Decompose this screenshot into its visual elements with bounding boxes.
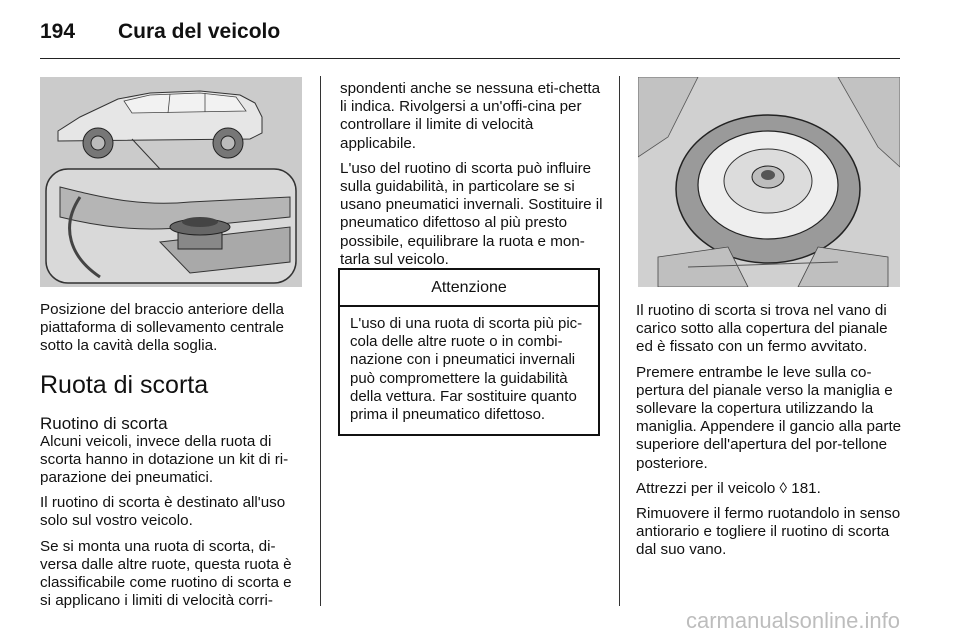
column-middle xyxy=(340,80,606,276)
header-divider xyxy=(40,58,900,59)
paragraph: Il ruotino di scorta è destinato all'uso solo sul vostro veicolo. xyxy=(40,494,286,530)
column-divider-left xyxy=(320,76,321,606)
paragraph: L'uso del ruotino di scorta può influire sulla guidabilità, in particolare se si usano pneumatici invernali. Sostituire il pneumatico difettoso al più presto possibile, equilibrare la ruota e mon-tarla sul veicolo. xyxy=(340,159,603,268)
page-header xyxy=(40,14,900,54)
column-left xyxy=(40,301,306,617)
watermark: carmanualsonline.info xyxy=(685,608,900,633)
paragraph: Se si monta una ruota di scorta, di-versa dalle altre ruote, questa ruota è classificabile come ruotino di scorta e si applicano i limiti di velocità corri- xyxy=(40,537,292,610)
warning-title: Attenzione xyxy=(340,270,598,307)
paragraph: spondenti anche se nessuna eti-chetta li indica. Rivolgersi a un'offi-cina per controllare il limite di velocità applicabile. xyxy=(340,80,601,152)
warning-box xyxy=(338,268,600,436)
warning-body: L'uso di una ruota di scorta più pic-cola delle altre ruote o in combi-nazione con i pneumatici invernali può compromettere la guidabilità della vettura. Far sostituire quanto prima il pneumatico difettoso. xyxy=(350,315,583,424)
paragraph: Premere entrambe le leve sulla co-pertura del pianale verso la maniglia e sollevare la copertura utilizzando la maniglia. Appendere il gancio alla parte superiore dell'apertura del por-tellone posteriore. xyxy=(636,363,902,472)
paragraph: Rimuovere il fermo ruotandolo in senso antiorario e togliere il ruotino di scorta dal suo vano. xyxy=(636,505,901,559)
section-heading: Ruota di scorta xyxy=(40,370,209,399)
reference-text: Attrezzi per il veicolo xyxy=(636,479,776,497)
column-right xyxy=(636,302,902,567)
reference-page: 181. xyxy=(791,479,821,497)
paragraph: Il ruotino di scorta si trova nel vano di carico sotto alla copertura del pianale ed è fissato con un fermo avvitato. xyxy=(636,302,888,356)
paragraph: Alcuni veicoli, invece della ruota di scorta hanno in dotazione un kit di ri-parazione dei pneumatici. xyxy=(40,432,289,487)
lift-point-illustration xyxy=(40,77,302,287)
subsection-heading: Ruotino di scorta xyxy=(40,413,168,433)
page-reference[interactable] xyxy=(636,480,902,498)
section-title: Cura del veicolo xyxy=(118,20,281,43)
page-number: 194 xyxy=(40,20,76,43)
image-caption: Posizione del braccio anteriore della piattaforma di sollevamento centrale sotto la cavità della soglia. xyxy=(40,301,284,355)
spare-wheel-illustration xyxy=(638,77,900,287)
arrow-right-icon: ◊ xyxy=(779,479,788,497)
column-divider-right xyxy=(619,76,620,606)
